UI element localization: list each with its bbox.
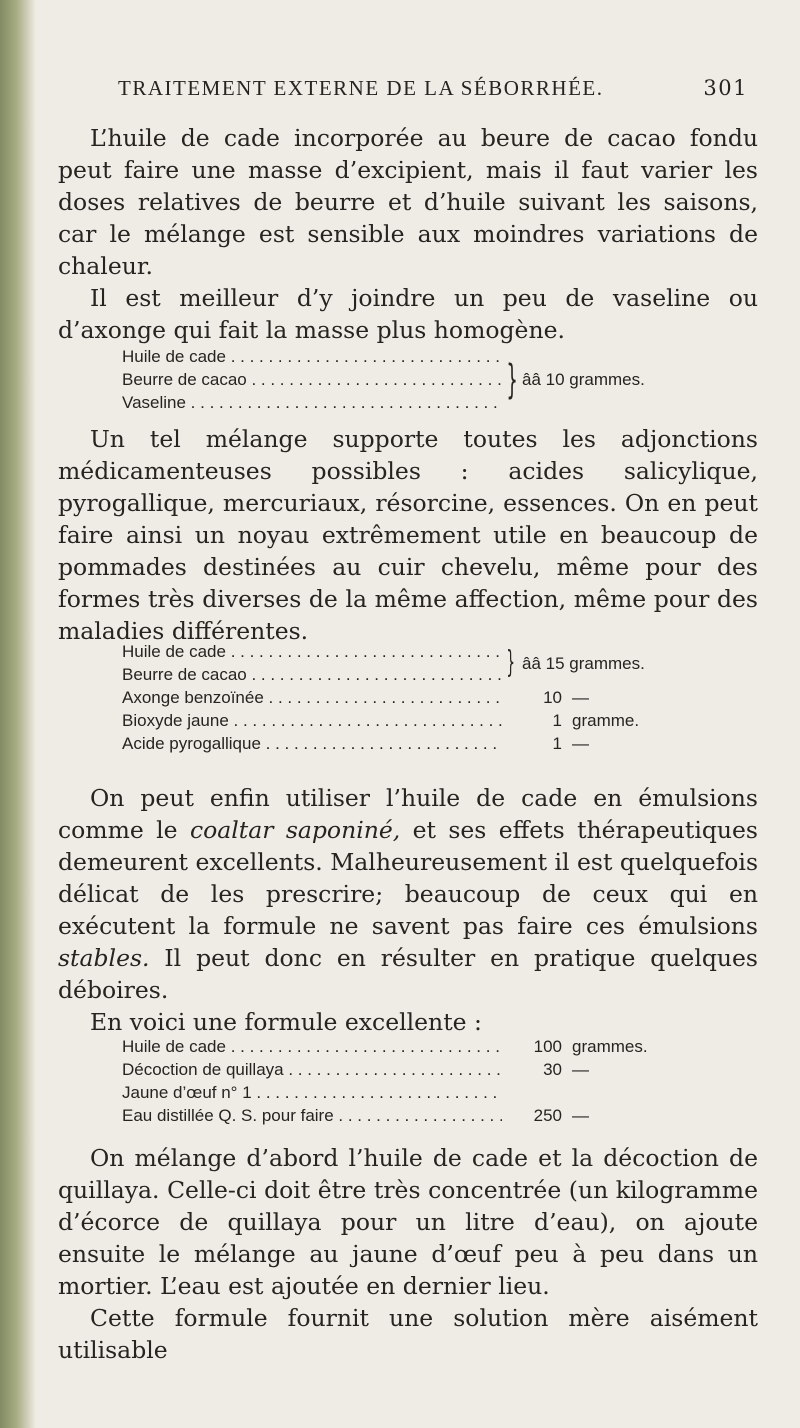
paragraph-5-text: En voici une formule excellente : [90,1008,482,1036]
formula-item: Huile de cade . . . [122,640,502,663]
formula-2-group [122,640,702,686]
formula-item: Décoction de quillaya . . . [122,1058,502,1081]
paragraph-6 [58,1142,758,1366]
formula-row [122,1104,702,1127]
emphasis-stables: stables. [58,944,150,972]
formula-unit: gramme. [572,711,640,730]
page-number: 301 [703,76,748,100]
formula-item: Huile de cade . . . [122,345,502,368]
formula-row [122,732,702,755]
formula-qty: 250 [533,1106,562,1125]
formula-row [122,1035,702,1058]
formula-1 [122,345,702,414]
formula-quantity: ââ 10 grammes. [522,370,645,389]
formula-unit: — [572,1060,589,1079]
formula-2 [122,640,702,755]
formula-row [122,709,702,732]
paragraph-4-middle: et ses effets thérapeutiques demeurent excellents. Malheureusement il est quelquefois délicat de les prescrire; beaucoup de ceux qui en exécutent la formule ne savent pas faire ces émulsions [58,816,758,940]
formula-unit: — [572,688,589,707]
paragraph-4-text [58,782,758,1006]
paragraph-4-start: On peut enfin utiliser l’huile de cade en émulsions comme le [58,784,758,844]
paragraph-6-text: On mélange d’abord l’huile de cade et la décoction de quillaya. Celle-ci doit être très concentrée (un kilogramme d’écorce de quillaya pour un litre d’eau), on ajoute ensuite le mélange au jaune d’œuf peu à peu dans un mortier. L’eau est ajoutée en dernier lieu. [58,1144,758,1300]
paragraph-4-end: Il peut donc en résulter en pratique quelques déboires. [58,944,758,1004]
running-header [118,76,748,101]
right-brace: } [506,645,515,680]
paragraph-3 [58,423,758,647]
formula-qty: 1 [552,711,562,730]
running-title: TRAITEMENT EXTERNE DE LA SÉBORRHÉE. [118,76,604,100]
formula-item: Bioxyde jaune . . . [122,709,502,732]
formula-unit: — [572,734,589,753]
formula-row [122,686,702,709]
formula-3 [122,1035,702,1127]
emphasis-coaltar: coaltar saponiné, [189,816,401,844]
page-gutter-shadow [0,0,36,1428]
formula-row [122,1058,702,1081]
paragraph-7-text: Cette formule fournit une solution mère aisément utilisable [58,1304,758,1364]
formula-unit: — [572,1106,589,1125]
formula-item: Beurre de cacao . . . [122,368,502,391]
formula-item: Jaune d’œuf n° 1 . . . [122,1081,502,1104]
paragraph-3-text: Un tel mélange supporte toutes les adjonctions médicamenteuses possibles : acides salicylique, pyrogallique, mercuriaux, résorcine, essences. On en peut faire ainsi un noyau extrêmement utile en beaucoup de pommades destinées au cuir chevelu, même pour des formes très diverses de la même affection, même pour des maladies différentes. [58,425,758,645]
paragraph-4 [58,782,758,1038]
formula-qty: 100 [533,1037,562,1056]
formula-qty: 30 [543,1060,562,1079]
right-brace: } [506,356,518,403]
formula-1-group [122,345,702,414]
formula-item: Acide pyrogallique . . . [122,732,502,755]
paragraph-2-text: Il est meilleur d’y joindre un peu de vaseline ou d’axonge qui fait la masse plus homogène. [58,284,758,344]
formula-qty: 1 [552,734,562,753]
paragraph-1-text: L’huile de cade incorporée au beure de cacao fondu peut faire une masse d’excipient, mais il faut varier les doses relatives de beurre et d’huile suivant les saisons, car le mélange est sensible aux moindres variations de chaleur. [58,124,758,280]
formula-item: Beurre de cacao . . . [122,663,502,686]
formula-item: Eau distillée Q. S. pour faire . . . [122,1104,502,1127]
formula-unit: grammes. [572,1037,648,1056]
formula-qty: 10 [543,688,562,707]
formula-qty [502,1081,572,1104]
formula-item: Huile de cade . . . [122,1035,502,1058]
paragraph-1 [58,122,758,346]
formula-quantity: ââ 15 grammes. [522,653,645,673]
formula-row [122,1081,702,1104]
formula-item: Axonge benzoïnée . . . [122,686,502,709]
formula-item: Vaseline . . . [122,391,502,414]
